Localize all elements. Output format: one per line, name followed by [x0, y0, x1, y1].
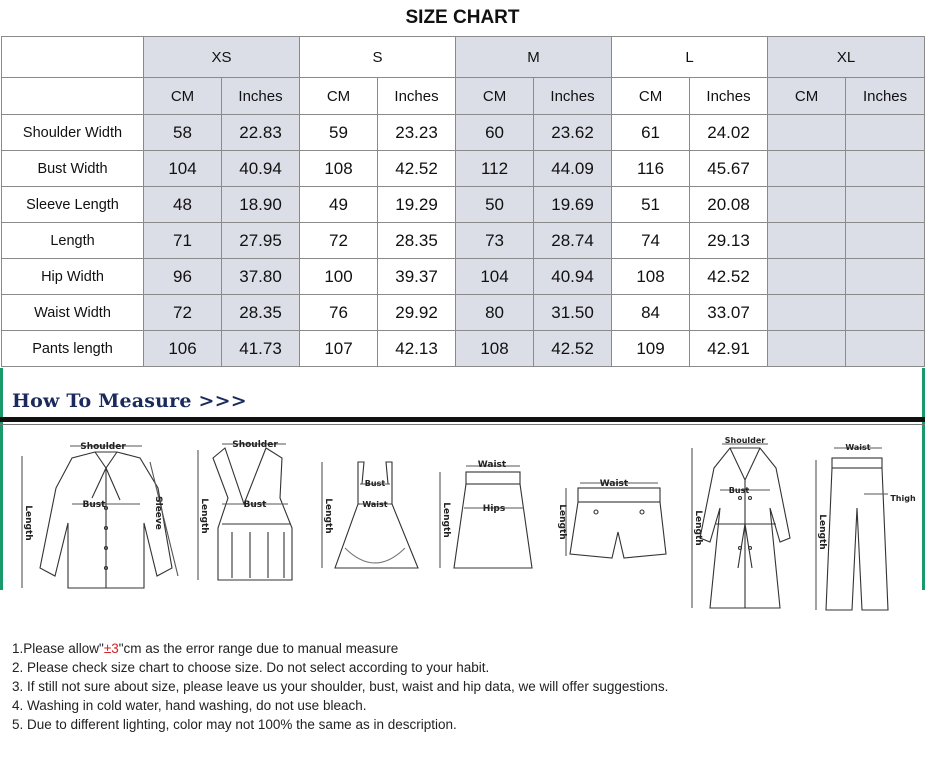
blouse-shoulder-label: Shoulder [80, 442, 126, 452]
table-cell: 27.95 [222, 223, 300, 259]
unit-header-row [2, 78, 925, 115]
table-cell: 76 [300, 295, 378, 331]
coat-length-label: Length [693, 510, 703, 546]
table-cell: 80 [456, 295, 534, 331]
table-cell [768, 223, 846, 259]
table-cell [846, 295, 925, 331]
how-to-measure-heading: How To Measure >>> [12, 390, 247, 412]
table-cell: 28.35 [378, 223, 456, 259]
table-cell: 44.09 [534, 151, 612, 187]
table-cell [768, 331, 846, 367]
dress-bust-label: Bust [364, 479, 386, 488]
table-cell: 42.13 [378, 331, 456, 367]
table-row [2, 151, 925, 187]
table-cell: 48 [144, 187, 222, 223]
note-5: 5. Due to different lighting, color may not 100% the same as in description. [12, 717, 457, 732]
note-1 [12, 639, 668, 658]
coat-shoulder-label: Shoulder [724, 436, 766, 445]
table-cell [768, 115, 846, 151]
table-cell: 108 [456, 331, 534, 367]
skirt-icon [440, 466, 532, 568]
pants-length-label: Length [817, 514, 827, 550]
table-cell [768, 151, 846, 187]
table-cell: 22.83 [222, 115, 300, 151]
corner-cell [2, 78, 144, 115]
table-cell: 100 [300, 259, 378, 295]
blouse-length-label: Length [23, 505, 33, 541]
table-cell: 104 [144, 151, 222, 187]
table-cell: 39.37 [378, 259, 456, 295]
table-cell: 96 [144, 259, 222, 295]
table-cell: 61 [612, 115, 690, 151]
table-cell: 71 [144, 223, 222, 259]
trench-coat-icon [692, 444, 790, 608]
table-cell: 23.23 [378, 115, 456, 151]
table-cell [846, 331, 925, 367]
table-cell: 59 [300, 115, 378, 151]
shorts-waist-label: Waist [599, 479, 629, 489]
size-header-xs: XS [144, 37, 300, 78]
blouse-bust-label: Bust [82, 500, 106, 510]
skirt-hips-label: Hips [482, 504, 506, 514]
size-chart-table [1, 36, 925, 367]
vest-bust-label: Bust [243, 500, 267, 510]
coat-bust-label: Bust [728, 486, 750, 495]
unit-header-inches: Inches [534, 78, 612, 115]
size-header-l: L [612, 37, 768, 78]
note-1-suffix: "cm as the error range due to manual measure [118, 641, 399, 656]
blouse-sleeve-label: Sleeve [153, 496, 163, 530]
table-cell: 42.52 [534, 331, 612, 367]
table-cell: 72 [300, 223, 378, 259]
table-cell: 49 [300, 187, 378, 223]
unit-header-cm: CM [300, 78, 378, 115]
unit-header-inches: Inches [222, 78, 300, 115]
table-cell: 42.52 [378, 151, 456, 187]
row-label: Bust Width [2, 151, 144, 187]
note-1-prefix: 1.Please allow" [12, 641, 104, 656]
table-cell: 107 [300, 331, 378, 367]
table-cell: 84 [612, 295, 690, 331]
table-cell: 104 [456, 259, 534, 295]
table-cell: 58 [144, 115, 222, 151]
table-cell [846, 259, 925, 295]
table-cell: 112 [456, 151, 534, 187]
table-cell: 29.13 [690, 223, 768, 259]
table-cell [846, 187, 925, 223]
table-cell: 50 [456, 187, 534, 223]
unit-header-inches: Inches [690, 78, 768, 115]
table-cell: 40.94 [534, 259, 612, 295]
row-label: Pants length [2, 331, 144, 367]
size-header-row [2, 37, 925, 78]
row-label: Length [2, 223, 144, 259]
heading-rule-thin [0, 424, 925, 425]
pants-thigh-label: Thigh [890, 494, 916, 503]
table-cell: 20.08 [690, 187, 768, 223]
dress-waist-label: Waist [362, 500, 388, 509]
table-cell: 109 [612, 331, 690, 367]
vest-length-label: Length [199, 498, 209, 534]
table-cell [846, 115, 925, 151]
table-cell [768, 259, 846, 295]
table-cell: 33.07 [690, 295, 768, 331]
size-header-s: S [300, 37, 456, 78]
table-cell: 41.73 [222, 331, 300, 367]
size-header-xl: XL [768, 37, 925, 78]
heading-rule [0, 417, 925, 422]
notes-list [12, 639, 668, 734]
unit-header-cm: CM [768, 78, 846, 115]
row-label: Waist Width [2, 295, 144, 331]
unit-header-cm: CM [456, 78, 534, 115]
table-cell: 28.74 [534, 223, 612, 259]
table-row [2, 259, 925, 295]
corner-cell [2, 37, 144, 78]
table-cell: 40.94 [222, 151, 300, 187]
table-cell: 18.90 [222, 187, 300, 223]
table-cell [768, 295, 846, 331]
row-label: Hip Width [2, 259, 144, 295]
table-cell: 72 [144, 295, 222, 331]
shorts-length-label: Length [557, 504, 567, 540]
table-cell: 24.02 [690, 115, 768, 151]
row-label: Shoulder Width [2, 115, 144, 151]
note-3: 3. If still not sure about size, please leave us your shoulder, bust, waist and hip data, we will offer suggestions. [12, 679, 669, 694]
table-cell: 45.67 [690, 151, 768, 187]
unit-header-cm: CM [612, 78, 690, 115]
table-cell: 19.29 [378, 187, 456, 223]
table-row [2, 223, 925, 259]
unit-header-inches: Inches [378, 78, 456, 115]
table-cell: 37.80 [222, 259, 300, 295]
unit-header-inches: Inches [846, 78, 925, 115]
table-cell: 51 [612, 187, 690, 223]
table-cell: 23.62 [534, 115, 612, 151]
table-cell: 73 [456, 223, 534, 259]
note-2: 2. Please check size chart to choose size. Do not select according to your habit. [12, 660, 490, 675]
table-cell: 19.69 [534, 187, 612, 223]
table-cell [768, 187, 846, 223]
table-cell: 42.91 [690, 331, 768, 367]
table-row [2, 115, 925, 151]
table-cell: 74 [612, 223, 690, 259]
dress-icon [322, 462, 418, 568]
table-row [2, 295, 925, 331]
table-cell [846, 151, 925, 187]
skirt-waist-label: Waist [477, 460, 507, 470]
vest-top-icon [198, 444, 292, 580]
table-cell: 28.35 [222, 295, 300, 331]
table-cell: 42.52 [690, 259, 768, 295]
table-cell: 106 [144, 331, 222, 367]
pants-waist-label: Waist [845, 443, 871, 452]
size-header-m: M [456, 37, 612, 78]
table-row [2, 187, 925, 223]
table-cell: 60 [456, 115, 534, 151]
table-cell [846, 223, 925, 259]
vest-shoulder-label: Shoulder [232, 440, 278, 450]
table-cell: 31.50 [534, 295, 612, 331]
unit-header-cm: CM [144, 78, 222, 115]
table-cell: 108 [612, 259, 690, 295]
skirt-length-label: Length [441, 502, 451, 538]
dress-length-label: Length [323, 498, 333, 534]
shorts-icon [566, 483, 666, 558]
table-cell: 29.92 [378, 295, 456, 331]
row-label: Sleeve Length [2, 187, 144, 223]
table-cell: 116 [612, 151, 690, 187]
measure-figures [0, 428, 925, 628]
note-1-highlight: ±3 [103, 641, 119, 656]
table-row [2, 331, 925, 367]
note-4: 4. Washing in cold water, hand washing, do not use bleach. [12, 698, 367, 713]
page-title: SIZE CHART [405, 7, 520, 28]
table-cell: 108 [300, 151, 378, 187]
